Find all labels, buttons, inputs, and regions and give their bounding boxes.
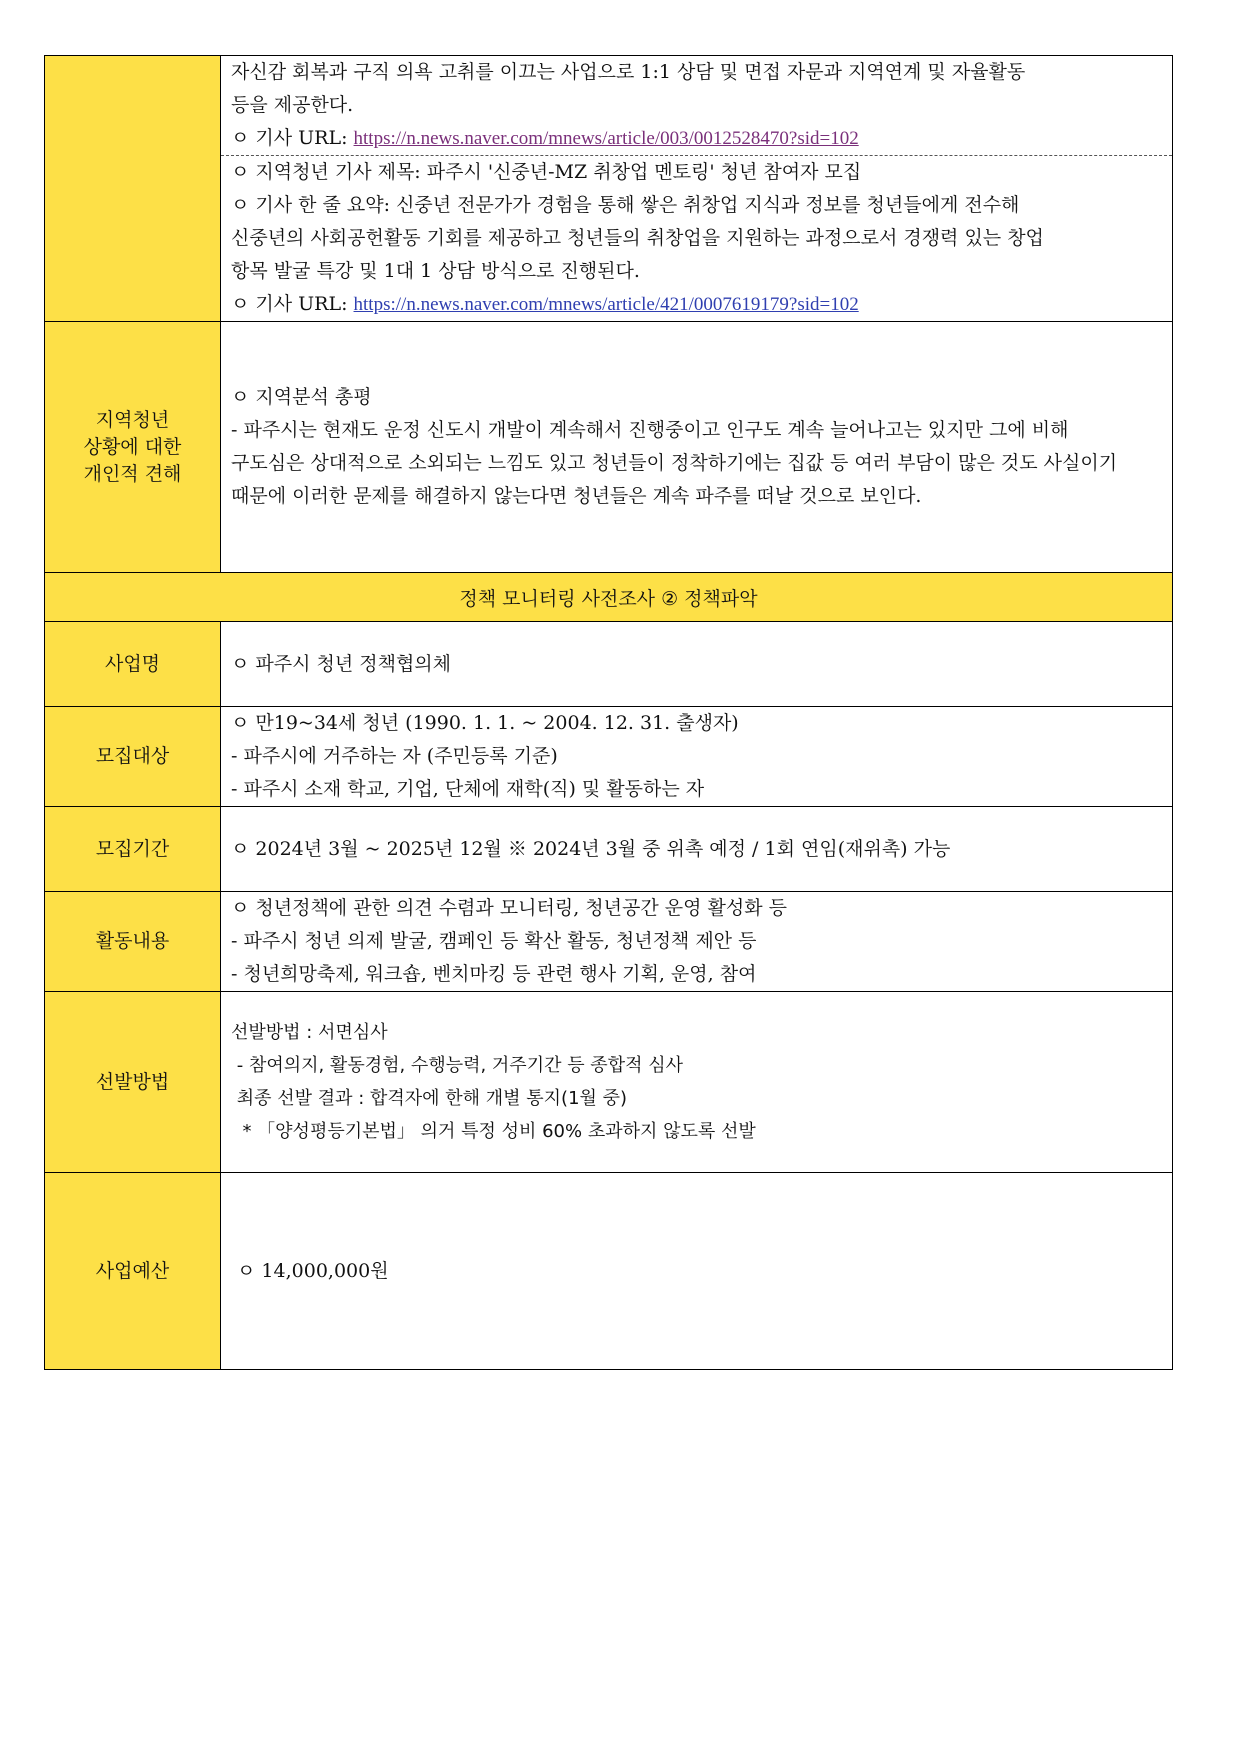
opinion-line-4: 때문에 이러한 문제를 해결하지 않는다면 청년들은 계속 파주를 떠날 것으로 보인다. <box>231 485 922 507</box>
article1-url-line <box>231 122 1162 155</box>
activities-label: 활동내용 <box>45 892 221 992</box>
article2-title: ㅇ 지역청년 기사 제목: 파주시 '신중년-MZ 취창업 멘토링' 청년 참여자 모집 <box>231 161 862 183</box>
opinion-label-line-3: 개인적 견해 <box>83 462 182 485</box>
activities-line-3: - 청년희망축제, 워크숍, 벤치마킹 등 관련 행사 기획, 운영, 참여 <box>231 963 757 985</box>
budget-text: ㅇ 14,000,000원 <box>231 1259 389 1282</box>
budget-label: 사업예산 <box>45 1173 221 1370</box>
budget-row <box>45 1173 1173 1370</box>
article2-url-link[interactable]: https://n.news.naver.com/mnews/article/421/0007619179?sid=102 <box>353 294 859 315</box>
section-header-row <box>45 573 1173 622</box>
selection-line-2: - 참여의지, 활동경험, 수행능력, 거주기간 등 종합적 심사 <box>231 1055 683 1076</box>
recruit-target-label: 모집대상 <box>45 707 221 807</box>
opinion-label-line-1: 지역청년 <box>95 408 170 431</box>
recruit-target-line-3: - 파주시 소재 학교, 기업, 단체에 재학(직) 및 활동하는 자 <box>231 778 705 800</box>
selection-label: 선발방법 <box>45 992 221 1173</box>
activities-row <box>45 892 1173 992</box>
article2-summary-1: ㅇ 기사 한 줄 요약: 신중년 전문가가 경험을 통해 쌓은 취창업 지식과 정보를 청년들에게 전수해 <box>231 194 1020 216</box>
article2-url-line <box>231 288 1162 321</box>
budget-value <box>221 1173 1173 1370</box>
article1-url-label: ㅇ 기사 URL: <box>231 127 354 149</box>
opinion-row <box>45 322 1173 573</box>
article2-summary-2: 신중년의 사회공헌활동 기회를 제공하고 청년들의 취창업을 지원하는 과정으로서 경쟁력 있는 창업 <box>231 227 1044 249</box>
article1-line-1: 자신감 회복과 구직 의욕 고취를 이끄는 사업으로 1:1 상담 및 면접 자문과 지역연계 및 자율활동 <box>231 61 1026 83</box>
opinion-label-line-2: 상황에 대한 <box>83 435 182 458</box>
document-table <box>44 55 1173 1370</box>
activities-value <box>221 892 1173 992</box>
recruit-target-row <box>45 707 1173 807</box>
article-label-cell <box>45 56 221 322</box>
selection-row <box>45 992 1173 1173</box>
recruit-target-value <box>221 707 1173 807</box>
recruit-target-line-1: ㅇ 만19~34세 청년 (1990. 1. 1. ~ 2004. 12. 31. 출생자) <box>231 712 739 734</box>
business-name-text: ㅇ 파주시 청년 정책협의체 <box>231 652 452 675</box>
business-name-row <box>45 622 1173 707</box>
opinion-line-1: ㅇ 지역분석 총평 <box>231 386 372 408</box>
recruit-period-text: ㅇ 2024년 3월 ~ 2025년 12월 ※ 2024년 3월 중 위촉 예정 / 1회 연임(재위촉) 가능 <box>231 837 951 860</box>
recruit-period-label: 모집기간 <box>45 807 221 892</box>
article-content-cell <box>221 56 1173 322</box>
business-name-label: 사업명 <box>45 622 221 707</box>
article2-url-label: ㅇ 기사 URL: <box>231 293 354 315</box>
article2-summary-3: 항목 발굴 특강 및 1대 1 상담 방식으로 진행된다. <box>231 260 640 282</box>
opinion-line-3: 구도심은 상대적으로 소외되는 느낌도 있고 청년들이 정착하기에는 집값 등 여러 부담이 많은 것도 사실이기 <box>231 452 1118 474</box>
opinion-label <box>45 322 221 573</box>
recruit-period-row <box>45 807 1173 892</box>
selection-value <box>221 992 1173 1173</box>
selection-line-1: 선발방법 : 서면심사 <box>231 1022 388 1043</box>
article1-line-2: 등을 제공한다. <box>231 94 354 116</box>
selection-line-3: 최종 선발 결과 : 합격자에 한해 개별 통지(1월 중) <box>231 1088 628 1109</box>
article1-url-link[interactable]: https://n.news.naver.com/mnews/article/003/0012528470?sid=102 <box>353 128 859 149</box>
recruit-target-line-2: - 파주시에 거주하는 자 (주민등록 기준) <box>231 745 558 767</box>
business-name-value <box>221 622 1173 707</box>
opinion-content <box>221 322 1173 573</box>
article-row <box>45 56 1173 322</box>
activities-line-1: ㅇ 청년정책에 관한 의견 수렴과 모니터링, 청년공간 운영 활성화 등 <box>231 897 787 919</box>
activities-line-2: - 파주시 청년 의제 발굴, 캠페인 등 확산 활동, 청년정책 제안 등 <box>231 930 757 952</box>
recruit-period-value <box>221 807 1173 892</box>
section-header: 정책 모니터링 사전조사 ② 정책파악 <box>45 573 1173 622</box>
selection-line-4: * 「양성평등기본법」 의거 특정 성비 60% 초과하지 않도록 선발 <box>231 1121 756 1142</box>
opinion-line-2: - 파주시는 현재도 운정 신도시 개발이 계속해서 진행중이고 인구도 계속 늘어나고는 있지만 그에 비해 <box>231 419 1069 441</box>
